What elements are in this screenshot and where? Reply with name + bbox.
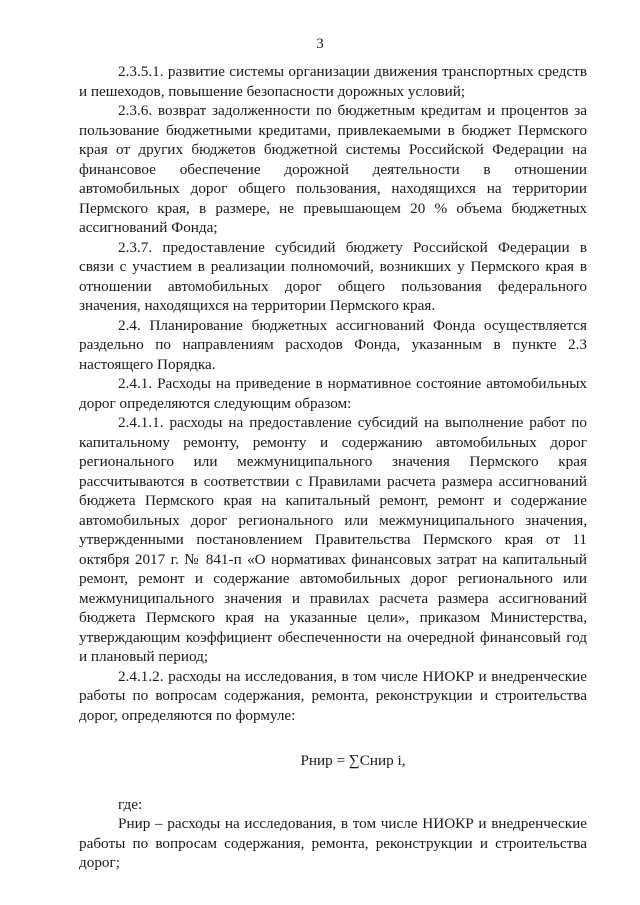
paragraph-2-3-7: 2.3.7. предоставление субсидий бюджету Российской Федерации в связи с участием в реализации полномочий, возникших у Пермского края в отношении автомобильных дорог общего пользования федерального значения, находящихся на территории Пермского края. <box>79 238 587 314</box>
paragraph-2-4-1-1: 2.4.1.1. расходы на предоставление субсидий на выполнение работ по капитальному ремонту, ремонту и содержанию автомобильных дорог регионального или межмуниципального значения Пермского края рассчитываются в соответствии с Правилами расчета размера ассигнований бюджета Пермского края на капитальный ремонт, ремонт и содержание автомобильных дорог регионального или межмуниципального значения, утвержденными постановлением Правительства Пермского края от 11 октября 2017 г. № 841-п «О нормативах финансовых затрат на капитальный ремонт, ремонт и содержание автомобильных дорог регионального или межмуниципального значения и правилах расчета размера ассигнований бюджета Пермского края на указанные цели», приказом Министерства, утверждающим коэффициент обеспеченности на очередной финансовый год и плановый период; <box>79 414 587 665</box>
paragraph-2-4-1: 2.4.1. Расходы на приведение в нормативное состояние автомобильных дорог определяются следующим образом: <box>79 375 587 412</box>
document-body <box>79 62 587 873</box>
paragraph-2-3-6: 2.3.6. возврат задолженности по бюджетным кредитам и процентов за пользование бюджетными кредитами, привлекаемыми в бюджет Пермского края от других бюджетов бюджетной системы Российской Федерации на финансовое обеспечение дорожной деятельности в отношении автомобильных дорог общего пользования, находящихся на территории Пермского края, в размере, не превышающем 20 % объема бюджетных ассигнований Фонда; <box>79 102 587 236</box>
paragraph-2-4: 2.4. Планирование бюджетных ассигнований Фонда осуществляется раздельно по направлениям расходов Фонда, указанным в пункте 2.3 настоящего Порядка. <box>79 316 587 373</box>
formula: Рнир = ∑Снир i, <box>300 752 406 769</box>
paragraph-2-3-5-1: 2.3.5.1. развитие системы организации движения транспортных средств и пешеходов, повышение безопасности дорожных условий; <box>79 63 587 100</box>
definition-rnir: Рнир – расходы на исследования, в том числе НИОКР и внедренческие работы по вопросам содержания, ремонта, реконструкции и строительства дорог; <box>79 815 587 871</box>
paragraph-2-4-1-2: 2.4.1.2. расходы на исследования, в том числе НИОКР и внедренческие работы по вопросам содержания, ремонта, реконструкции и строительства дорог, определяются по формуле: <box>79 667 587 724</box>
page-number: 3 <box>316 36 324 52</box>
where-label: где: <box>118 795 143 813</box>
